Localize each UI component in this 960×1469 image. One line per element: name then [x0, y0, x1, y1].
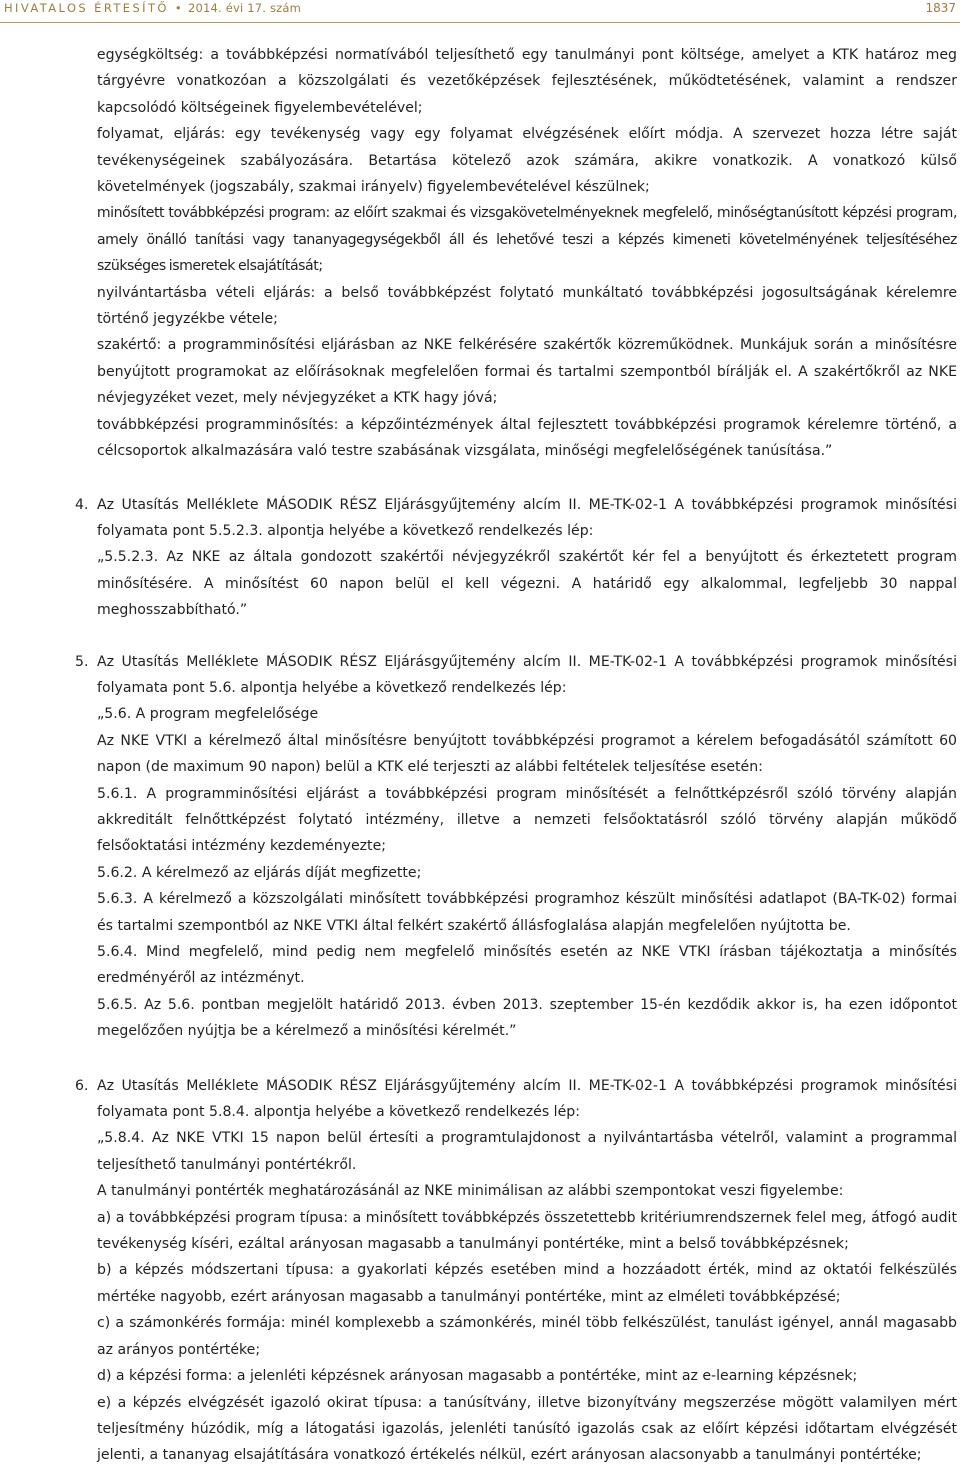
- subpoint-5-6-4: 5.6.4. Mind megfelelő, mind pedig nem megfelelő minősítés esetén az NKE VTKI írásban tájékoztatja a minősítés eredményéről az intézményt.: [97, 944, 957, 987]
- criterion-e: e) a képzés elvégzését igazoló okirat típusa: a tanúsítvány, illetve bizonyítvány megszerzése mögött valamilyen mért teljesítmény húzódik, míg a látogatási igazolás, jelenléti tanúsító igazolás csak az előírt képzési időtartam elvégzését jelenti, a tananyag elsajátítására vonatkozó értékelés nélkül, ezért arányosan alacsonyabb a tanulmányi pontértéke;: [97, 1394, 957, 1464]
- page-header: [0, 0, 960, 22]
- definition-programminosites: továbbképzési programminősítés: a képzőintézmények által fejlesztett továbbképzési programok kérelemre történő, a célcsoportok alkalmazására való testre szabásának vizsgálata, minőségi megfelelőségének tanúsítása.”: [96, 416, 957, 460]
- document-body: [75, 42, 957, 1469]
- definition-minositett-program: minősített továbbképzési program: az előírt szakmai és vizsgakövetelményeknek megfelelő, minőségtanúsított képzési program, amely önálló tanítási vagy tananyagegységekből áll és lehetővé teszi a képzés kimeneti követelményének teljesítéséhez szükséges ismeretek elsajátítását;: [96, 205, 957, 275]
- subpoint-5-6-2: 5.6.2. A kérelmező az eljárás díját megfizette;: [97, 864, 422, 881]
- amendment-item-4: [75, 492, 957, 624]
- issue-label: 2014. évi 17. szám: [187, 1, 302, 15]
- subpoint-5-6-5: 5.6.5. Az 5.6. pontban megjelölt határidő 2013. évben 2013. szeptember 15-én kezdődik akkor is, ha ezen időpontot megelőzően nyújtja be a kérelmező a minősítési kérelmét.”: [97, 996, 957, 1040]
- page-number: 1837: [925, 1, 956, 15]
- definition-egysegkoltseg: egységköltség: a továbbképzési normatívából teljesíthető egy tanulmányi pont költsége, amelyet a KTK határoz meg tárgyévre vonatkozóan a közszolgálati és vezetőképzések fejlesztésének, működtetésének, valamint a rendszer kapcsolódó költségeinek figyelembevételével;: [96, 47, 957, 116]
- section-heading: „5.6. A program megfelelősége: [97, 706, 319, 723]
- item-number: 4.: [75, 496, 89, 513]
- amendment-intro: Az Utasítás Melléklete MÁSODIK RÉSZ Eljárásgyűjtemény alcím II. ME-TK-02-1 A továbbképzési programok minősítési folyamata pont 5.5.2.3. alpontja helyébe a következő rendelkezés lép:: [97, 496, 957, 539]
- amendment-text: Az NKE VTKI a kérelmező által minősítésre benyújtott továbbképzési programot a kérelem befogadásától számított 60 napon (de maximum 90 napon) belül a KTK elé terjeszti az alábbi feltételek teljesítése esetén:: [97, 732, 957, 776]
- amendment-text: „5.5.2.3. Az NKE az általa gondozott szakértői névjegyzékről szakértőt kér fel a benyújtott és érkeztetett program minősítésére. A minősítést 60 napon belül el kell végezni. A határidő egy alkalommal, legfeljebb 30 nappal meghosszabbítható.”: [97, 549, 957, 619]
- subpoint-5-6-1: 5.6.1. A programminősítési eljárást a továbbképzési program minősítését a felnőttképzésről szóló törvény alapján akkreditált felnőttképzést folytató intézmény, illetve a nemzeti felsőoktatásról szóló törvény alapján működő felsőoktatási intézmény kezdeményezte;: [97, 785, 957, 855]
- definition-folyamat: folyamat, eljárás: egy tevékenység vagy egy folyamat elvégzésének előírt módja. A szervezet hozza létre saját tevékenységeinek szabályozására. Betartása kötelező azok számára, akikre vonatkozik. A vonatkozó külső követelmények (jogszabály, szakmai irányelv) figyelembevételével készülnek;: [96, 126, 957, 196]
- item-number: 6.: [75, 1077, 89, 1094]
- amendment-intro: Az Utasítás Melléklete MÁSODIK RÉSZ Eljárásgyűjtemény alcím II. ME-TK-02-1 A továbbképzési programok minősítési folyamata pont 5.6. alpontja helyébe a következő rendelkezés lép:: [97, 653, 957, 696]
- item-number: 5.: [75, 653, 89, 670]
- header-publication-info: [4, 1, 301, 15]
- criterion-c: c) a számonkérés formája: minél komplexebb a számonkérés, minél több felkészülést, tanulást igényel, annál magasabb az arányos pontértéke;: [97, 1315, 957, 1358]
- criterion-a: a) a továbbképzési program típusa: a minősített továbbképzés összetettebb kritériumrendszernek felel meg, átfogó audit tevékenység kíséri, ezáltal arányosan magasabb a tanulmányi pontértéke, mint a belső továbbképzésnek;: [97, 1209, 957, 1253]
- criterion-d: d) a képzési forma: a jelenléti képzésnek arányosan magasabb a pontértéke, mint az e-learning képzésnek;: [97, 1368, 858, 1385]
- criterion-b: b) a képzés módszertani típusa: a gyakorlati képzés esetében mind a hozzáadott érték, mind az oktatói felkészülés mértéke nagyobb, ezért arányosan magasabb a tanulmányi pontértéke, mint az elméleti továbbképzésé;: [97, 1262, 957, 1305]
- definition-szakerto: szakértő: a programminősítési eljárásban az NKE felkérésére szakértők közreműködnek. Munkájuk során a minősítésre benyújtott programokat az előírásoknak megfelelően formai és tartalmi szempontból bírálják el. A szakértőkről az NKE névjegyzéket vezet, mely névjegyzéket a KTK hagy jóvá;: [96, 337, 957, 407]
- publication-title: HIVATALOS ÉRTESÍTŐ: [4, 1, 169, 15]
- amendment-item-5: [75, 649, 957, 1045]
- header-divider: [0, 22, 960, 23]
- criteria-intro: A tanulmányi pontérték meghatározásánál az NKE minimálisan az alábbi szempontokat veszi figyelembe:: [97, 1183, 844, 1200]
- amendment-item-6: [75, 1073, 957, 1469]
- amendment-intro: Az Utasítás Melléklete MÁSODIK RÉSZ Eljárásgyűjtemény alcím II. ME-TK-02-1 A továbbképzési programok minősítési folyamata pont 5.8.4. alpontja helyébe a következő rendelkezés lép:: [97, 1077, 957, 1121]
- subpoint-5-6-3: 5.6.3. A kérelmező a közszolgálati minősített továbbképzési programhoz készült minősítési adatlapot (BA-TK-02) formai és tartalmi szempontból az NKE VTKI által felkért szakértő állásfoglalása alapján megfelelően nyújtotta be.: [97, 891, 957, 934]
- definition-nyilvantartasba-vetel: nyilvántartásba vételi eljárás: a belső továbbképzést folytató munkáltató továbbképzési jogosultságának kérelemre történő jegyzékbe vétele;: [96, 284, 957, 328]
- header-separator: •: [174, 1, 182, 15]
- amendment-text: „5.8.4. Az NKE VTKI 15 napon belül értesíti a programtulajdonost a nyilvántartásba vételről, valamint a programmal teljesíthető tanulmányi pontértékről.: [97, 1130, 957, 1173]
